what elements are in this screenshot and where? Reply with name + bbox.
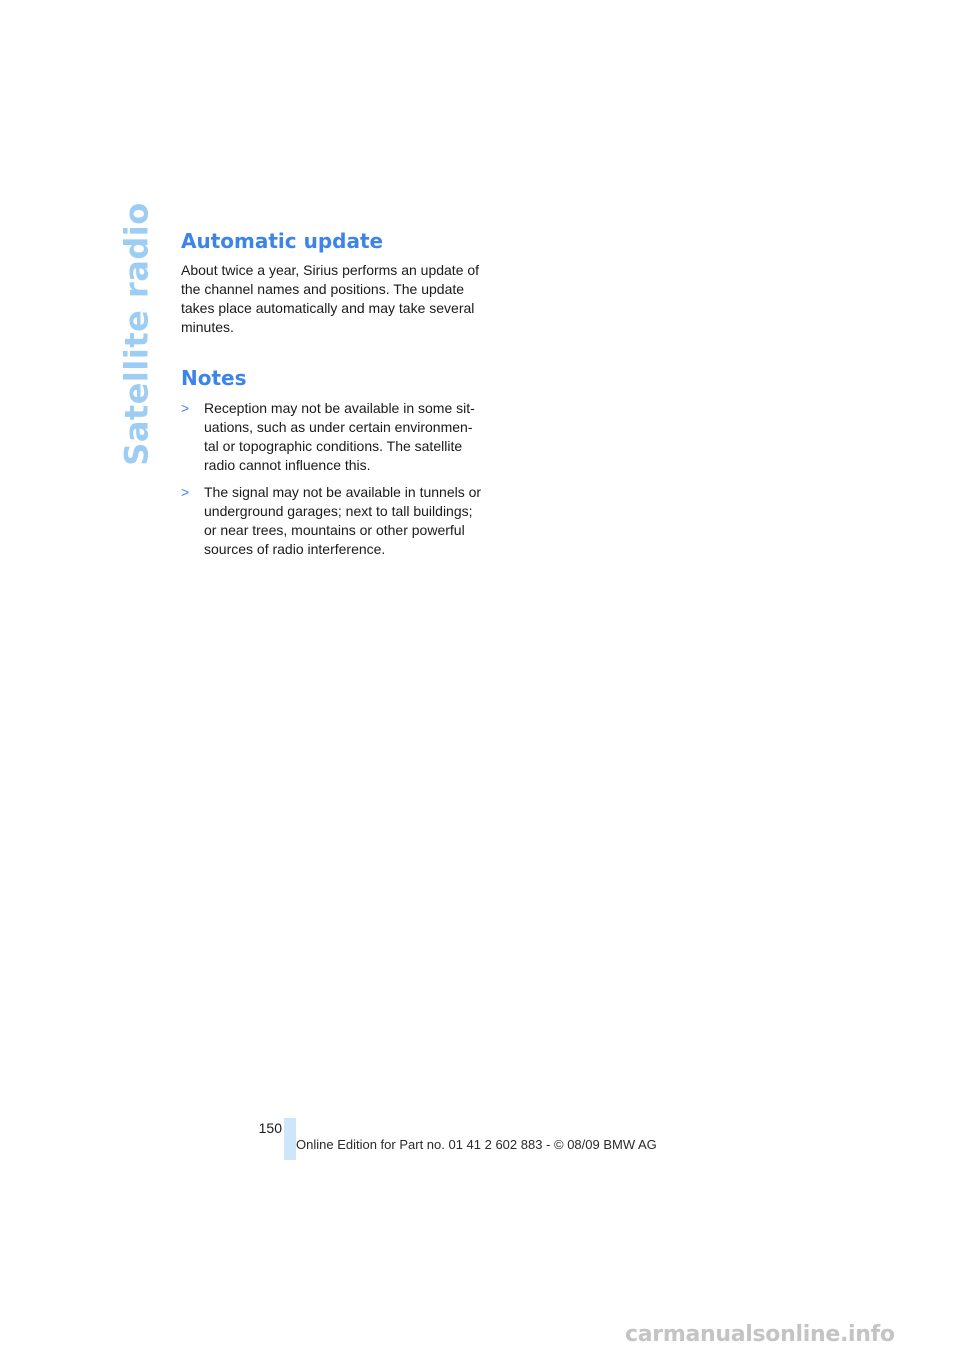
bullet-line: uations, such as under certain environmen- [204,419,473,435]
watermark-logo: carmanualsonline.info [625,1322,895,1347]
bullet-arrow-icon: > [181,484,190,500]
chapter-side-title-text: Satellite radio [118,202,157,466]
footer-edition-text: Online Edition for Part no. 01 41 2 602 883 - © 08/09 BMW AG [296,1137,657,1152]
bullet-line: The signal may not be available in tunnels or [204,484,482,500]
paragraph-line: the channel names and positions. The update [181,281,465,297]
heading-automatic-update: Automatic update [181,229,384,253]
footer-accent-bar [284,1118,296,1160]
notes-list-item [181,399,481,475]
bullet-line: sources of radio interference. [204,541,386,557]
bullet-line: tal or topographic conditions. The satellite [204,438,463,454]
paragraph-automatic-update [181,261,481,337]
paragraph-line: minutes. [181,319,234,335]
chapter-side-title [112,202,162,466]
bullet-line: Reception may not be available in some sit- [204,400,475,416]
paragraph-line: About twice a year, Sirius performs an update of [181,262,480,278]
heading-notes: Notes [181,366,247,390]
bullet-line: underground garages; next to tall buildings; [204,503,473,519]
bullet-line: or near trees, mountains or other powerful [204,522,465,538]
notes-list-item [181,483,481,559]
bullet-line: radio cannot influence this. [204,457,371,473]
paragraph-line: takes place automatically and may take several [181,300,475,316]
page-number: 150 [258,1120,282,1136]
bullet-arrow-icon: > [181,400,190,416]
notes-list [181,399,481,567]
